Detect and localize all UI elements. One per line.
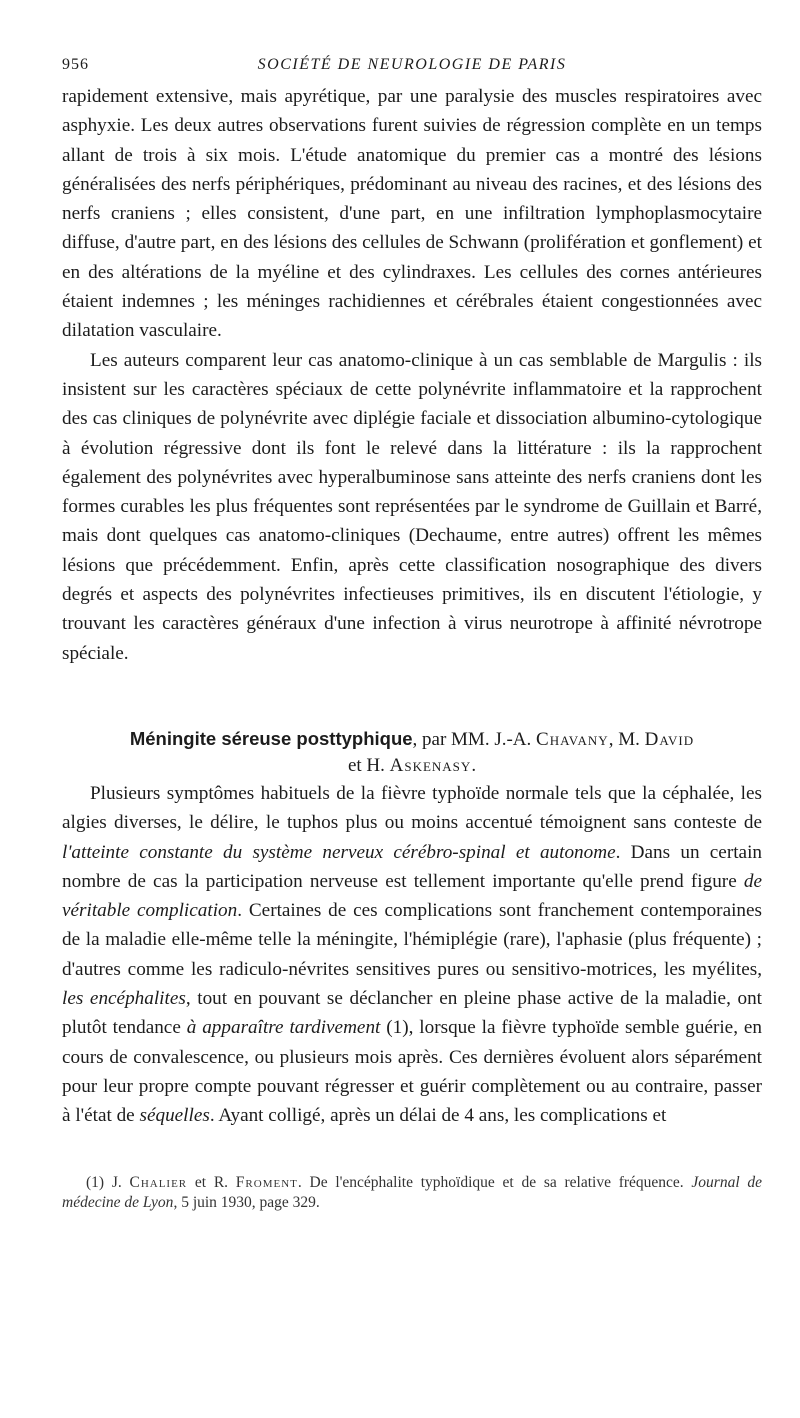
section-sep1: , M. bbox=[608, 728, 645, 750]
text-run: . Dans un certain nombre de cas la participation nerveuse est tellement importante qu'elle prend figure bbox=[62, 841, 762, 892]
text-run: (1), lorsque la fièvre typhoïde semble guérie, en cours de convalescence, ou plusieurs mois après. Ces dernières évoluent alors séparément pour leur propre compte pouvant régresser et guérir complètement ou au contraire, passer à l'état de bbox=[62, 1017, 762, 1127]
footnote-details: , 5 juin 1930, page 329. bbox=[173, 1193, 320, 1211]
section-title: Méningite séreuse posttyphique bbox=[129, 727, 413, 749]
paragraph-authors-compare: Les auteurs comparent leur cas anatomo-clinique à un cas semblable de Margulis : ils insistent sur les caractères spéciaux de cette polynévrite inflammatoire et la rapprochent des cas cliniques de polynévrite avec diplégie faciale et dissociation albumino-cytologique à évolution régressive dont ils font le relevé dans la littérature : ils la rapprochent également des polynévrites avec hyperalbuminose sans atteinte des nerfs craniens dont les formes curables les plus fréquentes sont représentées par le syndrome de Guillain et Barré, mais dont quelques cas anatomo-cliniques (Dechaume, entre autres) offrent les mêmes lésions que précédemment. Enfin, après cette classification nosographique des divers degrés et aspects des polynévrites infectieuses primitives, ils en discutent l'étiologie, y trouvant les caractères généraux d'une infection à virus neurotrope à affinité névrotrope spéciale. bbox=[62, 349, 762, 664]
italic-run: l'atteinte constante du système nerveux cérébro-spinal et autonome bbox=[62, 841, 616, 863]
italic-run: de véritable complication bbox=[62, 870, 762, 922]
paragraph-continuation: rapidement extensive, mais apyrétique, par une paralysie des muscles respiratoires avec asphyxie. Les deux autres observations furent suivies de régression complète en un temps allant de trois à six mois. L'étude anatomique du premier cas a montré des lésions généralisées des nerfs périphériques, prédominant au niveau des racines, et des lésions des nerfs craniens ; elles consistent, d'une part, en une infiltration lymphoplasmocytaire diffuse, d'autre part, en des lésions des cellules de Schwann (prolifération et gonflement) et en des altérations de la myéline et des cylindraxes. Les cellules des cornes antérieures étaient indemnes ; les méninges rachidiennes et cérébrales étaient congestionnées avec dilatation vasculaire. bbox=[62, 86, 762, 342]
page-number: 956 bbox=[62, 56, 89, 73]
section-end: . bbox=[471, 754, 477, 776]
paragraph-symptoms bbox=[62, 779, 762, 1131]
section-by: , par MM. J.-A. bbox=[412, 728, 537, 750]
footnote-and: et R. bbox=[187, 1173, 236, 1191]
italic-run: les encéphalites bbox=[62, 988, 186, 1010]
text-run: . Ayant colligé, après un délai de 4 ans, les complications et bbox=[209, 1105, 667, 1127]
text-run: Plusieurs symptômes habituels de la fièvre typhoïde normale tels que la céphalée, les algies diverses, le délire, le tuphos plus ou moins accentué témoignent sans conteste de bbox=[62, 782, 762, 834]
footnote-marker: (1) J. bbox=[86, 1173, 130, 1191]
section-heading bbox=[62, 726, 762, 779]
page-header bbox=[62, 56, 762, 82]
footnote-author-froment: Froment bbox=[235, 1173, 298, 1191]
italic-run: séquelles bbox=[139, 1105, 210, 1127]
footnote bbox=[62, 1173, 762, 1213]
footnote-author-chalier: Chalier bbox=[129, 1173, 188, 1191]
running-title: SOCIÉTÉ DE NEUROLOGIE DE PARIS bbox=[257, 56, 567, 73]
author-chavany: Chavany bbox=[536, 728, 609, 750]
author-david: David bbox=[644, 728, 695, 750]
text-run: . Certaines de ces complications sont franchement contemporaines de la maladie elle-même telle la méningite, l'hémiplégie (rare), l'aphasie (plus fréquente) ; d'autres comme les radiculo-névrites sensitives pures ou sensitivo-motrices, les myélites, bbox=[62, 900, 762, 980]
footnote-text: . De l'encéphalite typhoïdique et de sa relative fréquence. bbox=[297, 1173, 692, 1191]
italic-run: à apparaître tardivement bbox=[186, 1017, 381, 1039]
section-sep2: et H. bbox=[347, 754, 390, 776]
footnote-journal: Journal de médecine de Lyon bbox=[62, 1173, 762, 1211]
main-text bbox=[62, 82, 762, 1131]
document-page bbox=[62, 56, 762, 1213]
author-askenasy: Askenasy bbox=[389, 754, 472, 776]
text-run: , tout en pouvant se déclancher en pleine phase active de la maladie, ont plutôt tendance bbox=[62, 988, 763, 1039]
